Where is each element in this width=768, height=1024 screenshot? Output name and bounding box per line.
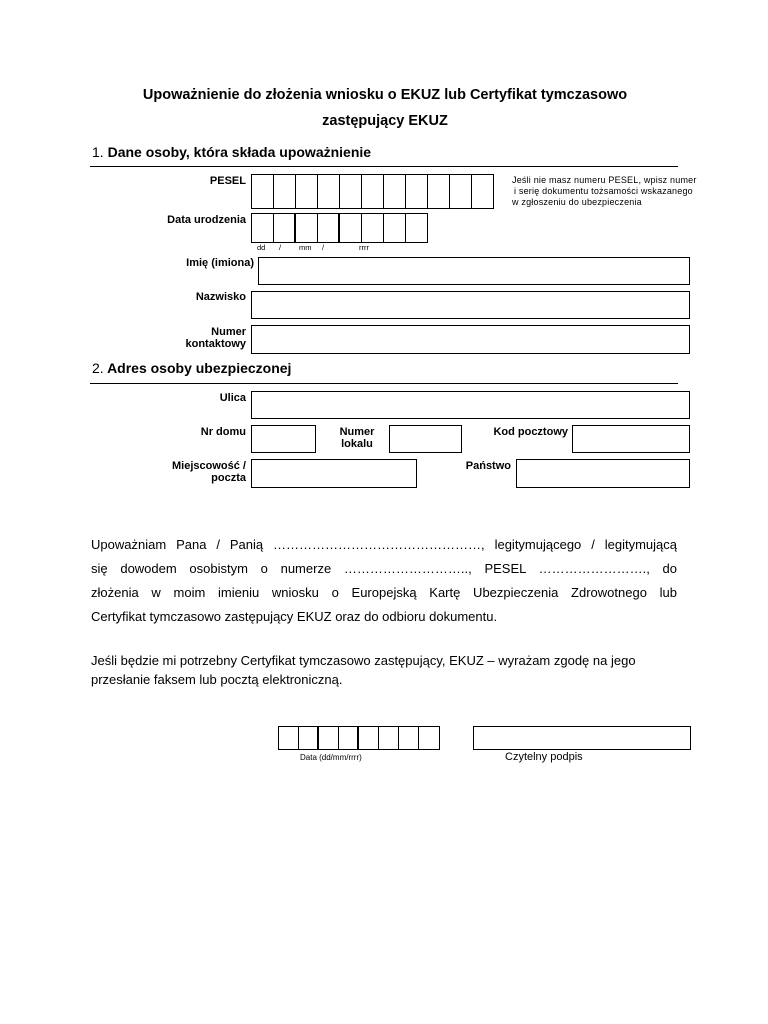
- section-1-heading: [92, 144, 371, 160]
- date-cell[interactable]: [279, 727, 299, 749]
- contact-label-line: kontaktowy: [185, 338, 246, 350]
- pesel-label: PESEL: [209, 175, 246, 187]
- house-number-label: Nr domu: [200, 426, 246, 438]
- authorization-line: Upoważniam Pana / Panią …………………………………………, legitymującego / legitymującą: [91, 537, 677, 552]
- section-1-title: Dane osoby, która składa upoważnienie: [107, 144, 372, 160]
- date-cell[interactable]: [399, 727, 419, 749]
- postal-code-field[interactable]: [572, 425, 690, 453]
- pesel-cell[interactable]: [274, 175, 296, 208]
- birthdate-hint-rrrr: rrrr: [359, 243, 369, 252]
- authorization-line: się dowodem osobistym o numerze ……………………….., PESEL ……………………., do: [91, 561, 677, 576]
- pesel-cell[interactable]: [472, 175, 492, 208]
- pesel-note-line: Jeśli nie masz numeru PESEL, wpisz numer: [512, 175, 697, 185]
- last-name-field[interactable]: [251, 291, 690, 319]
- birthdate-hint-sep: /: [279, 243, 282, 252]
- contact-label-line: Numer: [211, 326, 246, 338]
- section-1-number: 1.: [92, 144, 104, 160]
- city-label-line: Miejscowość /: [172, 460, 246, 472]
- date-cell[interactable]: [359, 727, 379, 749]
- birthdate-cell[interactable]: [252, 214, 274, 242]
- birthdate-cell[interactable]: [406, 214, 427, 242]
- signature-field[interactable]: [473, 726, 691, 750]
- pesel-cell[interactable]: [384, 175, 406, 208]
- last-name-label: Nazwisko: [195, 291, 246, 303]
- section-2-divider: [90, 383, 678, 384]
- authorization-paragraph: [91, 533, 677, 629]
- birthdate-hint-dd: dd: [257, 243, 266, 252]
- first-name-field[interactable]: [258, 257, 690, 285]
- date-cell[interactable]: [379, 727, 399, 749]
- date-cell[interactable]: [319, 727, 339, 749]
- pesel-cell[interactable]: [428, 175, 450, 208]
- contact-label: [150, 326, 246, 350]
- street-field[interactable]: [251, 391, 690, 419]
- city-field[interactable]: [251, 459, 417, 488]
- country-field[interactable]: [516, 459, 690, 488]
- street-label: Ulica: [219, 392, 246, 404]
- consent-line: Jeśli będzie mi potrzebny Certyfikat tymczasowo zastępujący, EKUZ – wyrażam zgodę na jego: [91, 653, 636, 668]
- birthdate-cell[interactable]: [296, 214, 318, 242]
- section-2-heading: [92, 360, 291, 376]
- apartment-number-field[interactable]: [389, 425, 462, 453]
- date-cell[interactable]: [339, 727, 359, 749]
- first-name-label: Imię (imiona): [186, 257, 254, 269]
- pesel-cell[interactable]: [406, 175, 428, 208]
- apartment-label-line: lokalu: [341, 438, 373, 450]
- authorization-line: złożenia w moim imieniu wniosku o Europejską Kartę Ubezpieczenia Zdrowotnego lub: [91, 585, 677, 600]
- form-title-line-1: Upoważnienie do złożenia wniosku o EKUZ lub Certyfikat tymczasowo: [142, 87, 628, 103]
- birthdate-cell[interactable]: [340, 214, 362, 242]
- pesel-cell[interactable]: [450, 175, 472, 208]
- date-label: Data (dd/mm/rrrr): [300, 753, 362, 762]
- birthdate-hint-sep: /: [322, 243, 325, 252]
- date-input-cells[interactable]: [278, 726, 440, 750]
- authorization-line: Certyfikat tymczasowo zastępujący EKUZ oraz do odbioru dokumentu.: [91, 609, 498, 624]
- form-title-line-2: zastępujący EKUZ: [322, 113, 448, 129]
- section-2-title: Adres osoby ubezpieczonej: [107, 360, 292, 376]
- country-label: Państwo: [465, 460, 511, 472]
- contact-number-field[interactable]: [251, 325, 690, 354]
- date-cell[interactable]: [299, 727, 319, 749]
- pesel-cell[interactable]: [318, 175, 340, 208]
- date-cell[interactable]: [419, 727, 439, 749]
- pesel-note-line: w zgłoszeniu do ubezpieczenia: [512, 197, 642, 207]
- section-1-divider: [90, 166, 678, 167]
- consent-line: przesłanie faksem lub pocztą elektroniczną.: [91, 672, 343, 687]
- consent-paragraph: [91, 651, 691, 689]
- pesel-note-line: i serię dokumentu tożsamości wskazanego: [514, 186, 693, 196]
- birthdate-input-cells[interactable]: [251, 213, 428, 243]
- birthdate-cell[interactable]: [362, 214, 384, 242]
- section-2-number: 2.: [92, 360, 104, 376]
- birthdate-hint-mm: mm: [299, 243, 312, 252]
- pesel-cell[interactable]: [296, 175, 318, 208]
- house-number-field[interactable]: [251, 425, 316, 453]
- pesel-cell[interactable]: [252, 175, 274, 208]
- birthdate-cell[interactable]: [274, 214, 296, 242]
- pesel-input-cells[interactable]: [251, 174, 494, 209]
- birthdate-cell[interactable]: [318, 214, 340, 242]
- city-label: [140, 460, 246, 484]
- apartment-label-line: Numer: [339, 426, 375, 438]
- apartment-label: [330, 426, 384, 450]
- pesel-cell[interactable]: [340, 175, 362, 208]
- signature-label: Czytelny podpis: [505, 751, 583, 763]
- birthdate-label: Data urodzenia: [167, 214, 246, 226]
- postal-code-label: Kod pocztowy: [493, 426, 568, 438]
- pesel-cell[interactable]: [362, 175, 384, 208]
- pesel-note: [512, 175, 724, 208]
- birthdate-cell[interactable]: [384, 214, 406, 242]
- city-label-line: poczta: [211, 472, 246, 484]
